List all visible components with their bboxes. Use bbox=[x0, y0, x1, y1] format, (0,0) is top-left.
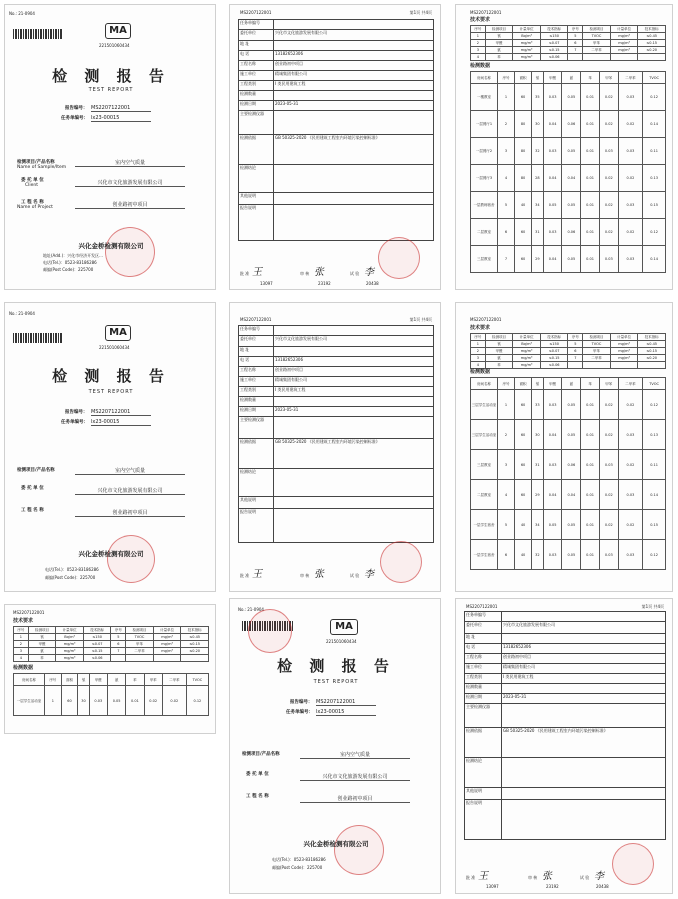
data-header-no: MS2207122001 bbox=[470, 10, 502, 15]
report-page-cover-1 bbox=[4, 4, 216, 290]
report-no: MS2207122001 bbox=[316, 699, 376, 706]
report-no-label: 报告编号： bbox=[65, 410, 88, 415]
form-cell: 精诚集团有限公司 bbox=[274, 71, 434, 81]
data-header-no: MS2207122001 bbox=[13, 610, 45, 615]
data-header-no: MS2207122001 bbox=[470, 317, 502, 322]
form-cell bbox=[274, 91, 434, 101]
form-row-label: 检测日期 bbox=[239, 101, 274, 111]
form-page-no: 第1页 共4页 bbox=[641, 604, 664, 609]
org-address: 地址(Add.)：兴化市经济开发区... bbox=[43, 253, 103, 258]
sample-label: 检测项目/产品名称 bbox=[242, 752, 280, 757]
org-tel: 电话(Tel.)：0523-83186286 bbox=[272, 857, 326, 862]
signature-test: 李 bbox=[594, 871, 604, 882]
form-cell: 2023-05-31 bbox=[274, 101, 434, 111]
project-value: 创业路初中项目 bbox=[300, 795, 410, 803]
signature-review: 张 bbox=[314, 267, 324, 278]
sign-label-review: 审 核 bbox=[300, 573, 310, 578]
org-post: 邮编(Post Code)：225700 bbox=[43, 267, 94, 272]
sample-label: 检测项目/产品名称 bbox=[17, 468, 55, 473]
sample-value: 室内空气质量 bbox=[300, 751, 410, 759]
form-row-label: 地 址 bbox=[239, 41, 274, 51]
org-seal-icon bbox=[248, 609, 292, 653]
sign-label-approve: 批 准 bbox=[240, 271, 250, 276]
sign-id-1: 13097 bbox=[260, 281, 273, 286]
tech-title: 技术要求 bbox=[470, 17, 491, 23]
task-no: lx23-00015 bbox=[91, 115, 151, 122]
form-row-label: 工程类别 bbox=[239, 81, 274, 91]
room-name: 一层餐厅1 bbox=[471, 111, 498, 138]
signature-review: 张 bbox=[314, 569, 324, 580]
barcode bbox=[13, 333, 63, 343]
form-header-no: MS2207122001 bbox=[240, 317, 272, 322]
sign-label-review: 审 核 bbox=[528, 875, 538, 880]
tech-item: 二甲苯 bbox=[583, 47, 611, 54]
form-cell: I 类民用建筑工程 bbox=[274, 81, 434, 91]
sign-label-approve: 批 准 bbox=[466, 875, 476, 880]
room-name: 一层餐厅2 bbox=[471, 138, 498, 165]
data-table: 房间名称 序号 面积 氡 甲醛 氨 苯 甲苯 二甲苯 TVOC 一楼教室 1 60 35 0.03 0.05 0.01 0.02 0.03 0.12 一层餐厅1 2 80 30 0.04 0.06 0.01 0.02 0.02 0.14 一层餐厅2 3 80 32 0.03 0.05 0.01 0.03 0.03 0.11 一层餐厅3 4 80 28 0.04 0.04 0.01 0.02 0.02 0.13 一层教师宿舍 5 40 34 0.05 0.05 0.01 0.02 0.03 0.15 二层教室 6 60 31 0.03 0.06 0.01 0.02 0.02 0.12 三层教室 7 60 29 0.04 0.05 0.01 0.03 0.03 0.14 bbox=[470, 71, 666, 273]
report-title: 检 测 报 告 bbox=[277, 657, 395, 675]
form-page-no: 第1页 共4页 bbox=[409, 10, 432, 15]
project-value: 创业路初中项目 bbox=[75, 201, 185, 209]
form-cell bbox=[274, 20, 434, 30]
form-header-no: MS2207122001 bbox=[240, 10, 272, 15]
sign-label-test: 试 验 bbox=[350, 573, 360, 578]
signature-test: 李 bbox=[364, 569, 374, 580]
barcode bbox=[13, 29, 63, 39]
tech-table: 序号 检测项目 计量单位 技术指标 序号 检测项目 计量单位 技术指标 1 氡 Bq/m³ ≤150 5 TVOC mg/m³ ≤0.45 2 甲醛 mg/m³ ≤0.07 6 甲苯 mg/m³ ≤0.15 3 氨 mg/m³ ≤0.15 7 二甲苯 mg/m³ ≤0.20 4 苯 mg/m³ ≤0.06 bbox=[470, 25, 666, 61]
cma-logo-icon: MA bbox=[105, 325, 131, 341]
client-value: 兴化市文化旅游发展有限公司 bbox=[75, 179, 185, 187]
form-row-label: 其他说明 bbox=[239, 193, 274, 205]
report-page-data-3 bbox=[4, 604, 216, 734]
report-subtitle: TEST REPORT bbox=[313, 679, 359, 685]
room-name: 一楼教室 bbox=[471, 84, 498, 111]
form-row-label: 施工单位 bbox=[239, 71, 274, 81]
client-label: 委 托 单 位 bbox=[21, 486, 44, 491]
org-post: 邮编(Post Code)：225700 bbox=[45, 575, 96, 580]
report-no-label: 报告编号： bbox=[290, 700, 313, 705]
report-page-form-3 bbox=[455, 598, 673, 894]
org-seal-icon bbox=[334, 825, 384, 875]
sign-label-test: 试 验 bbox=[580, 875, 590, 880]
client-value: 兴化市文化旅游发展有限公司 bbox=[300, 773, 410, 781]
sign-id-2: 23192 bbox=[318, 281, 331, 286]
tech-title: 技术要求 bbox=[470, 325, 491, 331]
project-label: 工 程 名 称 bbox=[21, 508, 44, 513]
cma-logo-icon: MA bbox=[105, 23, 131, 39]
form-table: 任务单编号 委托单位 兴化市文化旅游发展有限公司 地 址 电 话 13182652306 工程名称 创业路初中项目 施工单位 精诚集团有限公司 工程类别 I 类民用建筑工程 检测数量 检测日期 2023-05-31 主要检测仪器 检测依据 GB 50325-2020 《民用建筑工程室内环境污染控制标准》 检测结论 其他说明 报告说明 bbox=[464, 611, 666, 840]
tech-item: 苯 bbox=[485, 54, 513, 61]
tech-item: 氨 bbox=[485, 47, 513, 54]
form-cell: 13182652306 bbox=[274, 51, 434, 61]
tech-title: 技术要求 bbox=[13, 618, 34, 624]
cma-logo-icon: MA bbox=[330, 619, 358, 635]
client-value: 兴化市文化旅游发展有限公司 bbox=[75, 487, 185, 495]
form-cell bbox=[274, 193, 434, 205]
task-no-label: 任务单编号： bbox=[61, 116, 88, 121]
data-table: 房间名称 序号 面积 氡 甲醛 氨 苯 甲苯 二甲苯 TVOC 一层学生活动室 1 60 30 0.03 0.05 0.01 0.02 0.02 0.12 bbox=[13, 673, 209, 716]
form-cell: 创业路初中项目 bbox=[274, 61, 434, 71]
report-subtitle: TEST REPORT bbox=[88, 87, 134, 93]
form-cell: GB 50325-2020 《民用建筑工程室内环境污染控制标准》 bbox=[274, 135, 434, 165]
data-title: 检测数据 bbox=[13, 665, 34, 671]
data-table: 房间名称 序号 面积 氡 甲醛 氨 苯 甲苯 二甲苯 TVOC 三层学生活动室 1 60 33 0.03 0.05 0.01 0.02 0.02 0.12 三层学生活动室 2 60 30 0.04 0.05 0.01 0.02 0.03 0.13 三层教室 3 60 31 0.03 0.06 0.01 0.03 0.02 0.11 二层教室 4 60 29 0.04 0.04 0.01 0.02 0.03 0.14 一层学生宿舍 5 40 34 0.05 0.05 0.01 0.02 0.02 0.15 一层学生宿舍 6 40 32 0.03 0.05 0.01 0.03 0.03 0.12 bbox=[470, 377, 666, 570]
org-seal-icon bbox=[380, 541, 422, 583]
cma-number: 221501060434 bbox=[99, 43, 130, 48]
tech-table: 序号 检测项目 计量单位 技术指标 序号 检测项目 计量单位 技术指标 1 氡 Bq/m³ ≤150 5 TVOC mg/m³ ≤0.45 2 甲醛 mg/m³ ≤0.07 6 甲苯 mg/m³ ≤0.15 3 氨 mg/m³ ≤0.15 7 二甲苯 mg/m³ ≤0.20 4 苯 mg/m³ ≤0.06 bbox=[470, 333, 666, 369]
sample-label-en: Name of Sample/Item bbox=[17, 165, 67, 170]
tech-item: 甲苯 bbox=[583, 40, 611, 47]
org-seal-icon bbox=[107, 535, 155, 583]
form-header-no: MS2207122001 bbox=[466, 604, 498, 609]
task-no: lx23-00015 bbox=[316, 709, 376, 716]
report-page-form-1 bbox=[229, 4, 441, 290]
signature-test: 李 bbox=[364, 267, 374, 278]
form-row-label: 检测依据 bbox=[239, 135, 274, 165]
sign-label-test: 试 验 bbox=[350, 271, 360, 276]
tech-item: 氡 bbox=[485, 33, 513, 40]
project-label: 工 程 名 称 bbox=[246, 794, 269, 799]
project-label: 工 程 名 称 bbox=[21, 200, 44, 205]
room-name: 三层教室 bbox=[471, 246, 498, 273]
sign-id-3: 20438 bbox=[596, 884, 609, 889]
tech-item: 甲醛 bbox=[485, 40, 513, 47]
form-cell: 兴化市文化旅游发展有限公司 bbox=[274, 30, 434, 41]
tech-table: 序号 检测项目 计量单位 技术指标 序号 检测项目 计量单位 技术指标 1 氡 Bq/m³ ≤150 5 TVOC mg/m³ ≤0.45 2 甲醛 mg/m³ ≤0.07 6 甲苯 mg/m³ ≤0.15 3 氨 mg/m³ ≤0.15 7 二甲苯 mg/m³ ≤0.20 4 苯 mg/m³ ≤0.06 bbox=[13, 626, 209, 662]
form-table bbox=[238, 19, 434, 241]
form-cell bbox=[274, 165, 434, 193]
signature-review: 张 bbox=[542, 871, 552, 882]
form-row-label: 任务单编号 bbox=[239, 20, 274, 30]
report-subtitle: TEST REPORT bbox=[88, 389, 134, 395]
form-row-label: 工程名称 bbox=[239, 61, 274, 71]
report-title: 检 测 报 告 bbox=[52, 367, 170, 385]
signature-approve: 王 bbox=[478, 871, 488, 882]
report-no: MS2207122001 bbox=[91, 409, 151, 416]
task-no-label: 任务单编号： bbox=[61, 420, 88, 425]
sign-id-1: 13097 bbox=[486, 884, 499, 889]
task-no-label: 任务单编号： bbox=[286, 710, 313, 715]
sign-label-approve: 批 准 bbox=[240, 573, 250, 578]
form-row-label: 检测数量 bbox=[239, 91, 274, 101]
report-no: MS2207122001 bbox=[91, 105, 151, 112]
form-table: 任务单编号 委托单位 兴化市文化旅游发展有限公司 地 址 电 话 13182652306 工程名称 创业路初中项目 施工单位 精诚集团有限公司 工程类别 I 类民用建筑工程 检测数量 检测日期 2023-05-31 主要检测仪器 检测依据 GB 50325-2020 《民用建筑工程室内环境污染控制标准》 检测结论 其他说明 报告说明 bbox=[238, 325, 434, 543]
tech-item: TVOC bbox=[583, 33, 611, 40]
sign-label-review: 审 核 bbox=[300, 271, 310, 276]
org-name: 兴化金桥检测有限公司 bbox=[78, 242, 144, 250]
form-row-label: 电 话 bbox=[239, 51, 274, 61]
client-label: 委 托 单 位 bbox=[21, 178, 44, 183]
form-cell bbox=[274, 41, 434, 51]
project-label-en: Name of Project bbox=[17, 205, 53, 210]
form-row-label: 检测结论 bbox=[239, 165, 274, 193]
form-row-label: 主要检测仪器 bbox=[239, 111, 274, 135]
project-value: 创业路初中项目 bbox=[75, 509, 185, 517]
data-title: 检测数据 bbox=[470, 369, 491, 375]
form-cell bbox=[274, 205, 434, 241]
report-title: 检 测 报 告 bbox=[52, 67, 170, 85]
org-name: 兴化金桥检测有限公司 bbox=[303, 840, 369, 848]
form-row-label: 委托单位 bbox=[239, 30, 274, 41]
sign-id-3: 20438 bbox=[366, 281, 379, 286]
org-name: 兴化金桥检测有限公司 bbox=[78, 550, 144, 558]
client-label: 委 托 单 位 bbox=[246, 772, 269, 777]
cma-number: 221501060434 bbox=[99, 345, 130, 350]
form-row-label: 报告说明 bbox=[239, 205, 274, 241]
sample-label: 检测项目/产品名称 bbox=[17, 160, 55, 165]
org-seal-icon bbox=[105, 227, 155, 277]
client-label-en: Client bbox=[25, 183, 39, 188]
report-page-cover-3 bbox=[229, 598, 441, 894]
page-header-code: No.: 21-0904 bbox=[9, 11, 35, 16]
room-name: 一层教师宿舍 bbox=[471, 192, 498, 219]
task-no: lx23-00015 bbox=[91, 419, 151, 426]
form-cell bbox=[274, 111, 434, 135]
page-header-code: No.: 21-0904 bbox=[238, 607, 264, 612]
report-page-cover-2 bbox=[4, 302, 216, 592]
report-page-data-1 bbox=[455, 4, 673, 290]
org-seal-icon bbox=[378, 237, 420, 279]
page-header-code: No.: 21-0904 bbox=[9, 311, 35, 316]
report-page-data-2 bbox=[455, 302, 673, 592]
room-name: 一层餐厅3 bbox=[471, 165, 498, 192]
room-name: 二层教室 bbox=[471, 219, 498, 246]
org-seal-icon bbox=[612, 843, 654, 885]
sign-id-2: 23192 bbox=[546, 884, 559, 889]
form-page-no: 第1页 共4页 bbox=[409, 317, 432, 322]
org-post: 邮编(Post Code)：225700 bbox=[272, 865, 323, 870]
data-title: 检测数据 bbox=[470, 63, 491, 69]
signature-approve: 王 bbox=[252, 267, 262, 278]
org-tel: 电话(Tel.)：0523-83186286 bbox=[45, 567, 99, 572]
org-tel: 电话(Tel.)：0523-83186286 bbox=[43, 260, 97, 265]
cma-number: 221501060434 bbox=[326, 639, 357, 644]
sample-value: 室内空气质量 bbox=[75, 467, 185, 475]
signature-approve: 王 bbox=[252, 569, 262, 580]
sample-value: 室内空气质量 bbox=[75, 159, 185, 167]
report-page-form-2 bbox=[229, 302, 441, 592]
report-no-label: 报告编号： bbox=[65, 106, 88, 111]
